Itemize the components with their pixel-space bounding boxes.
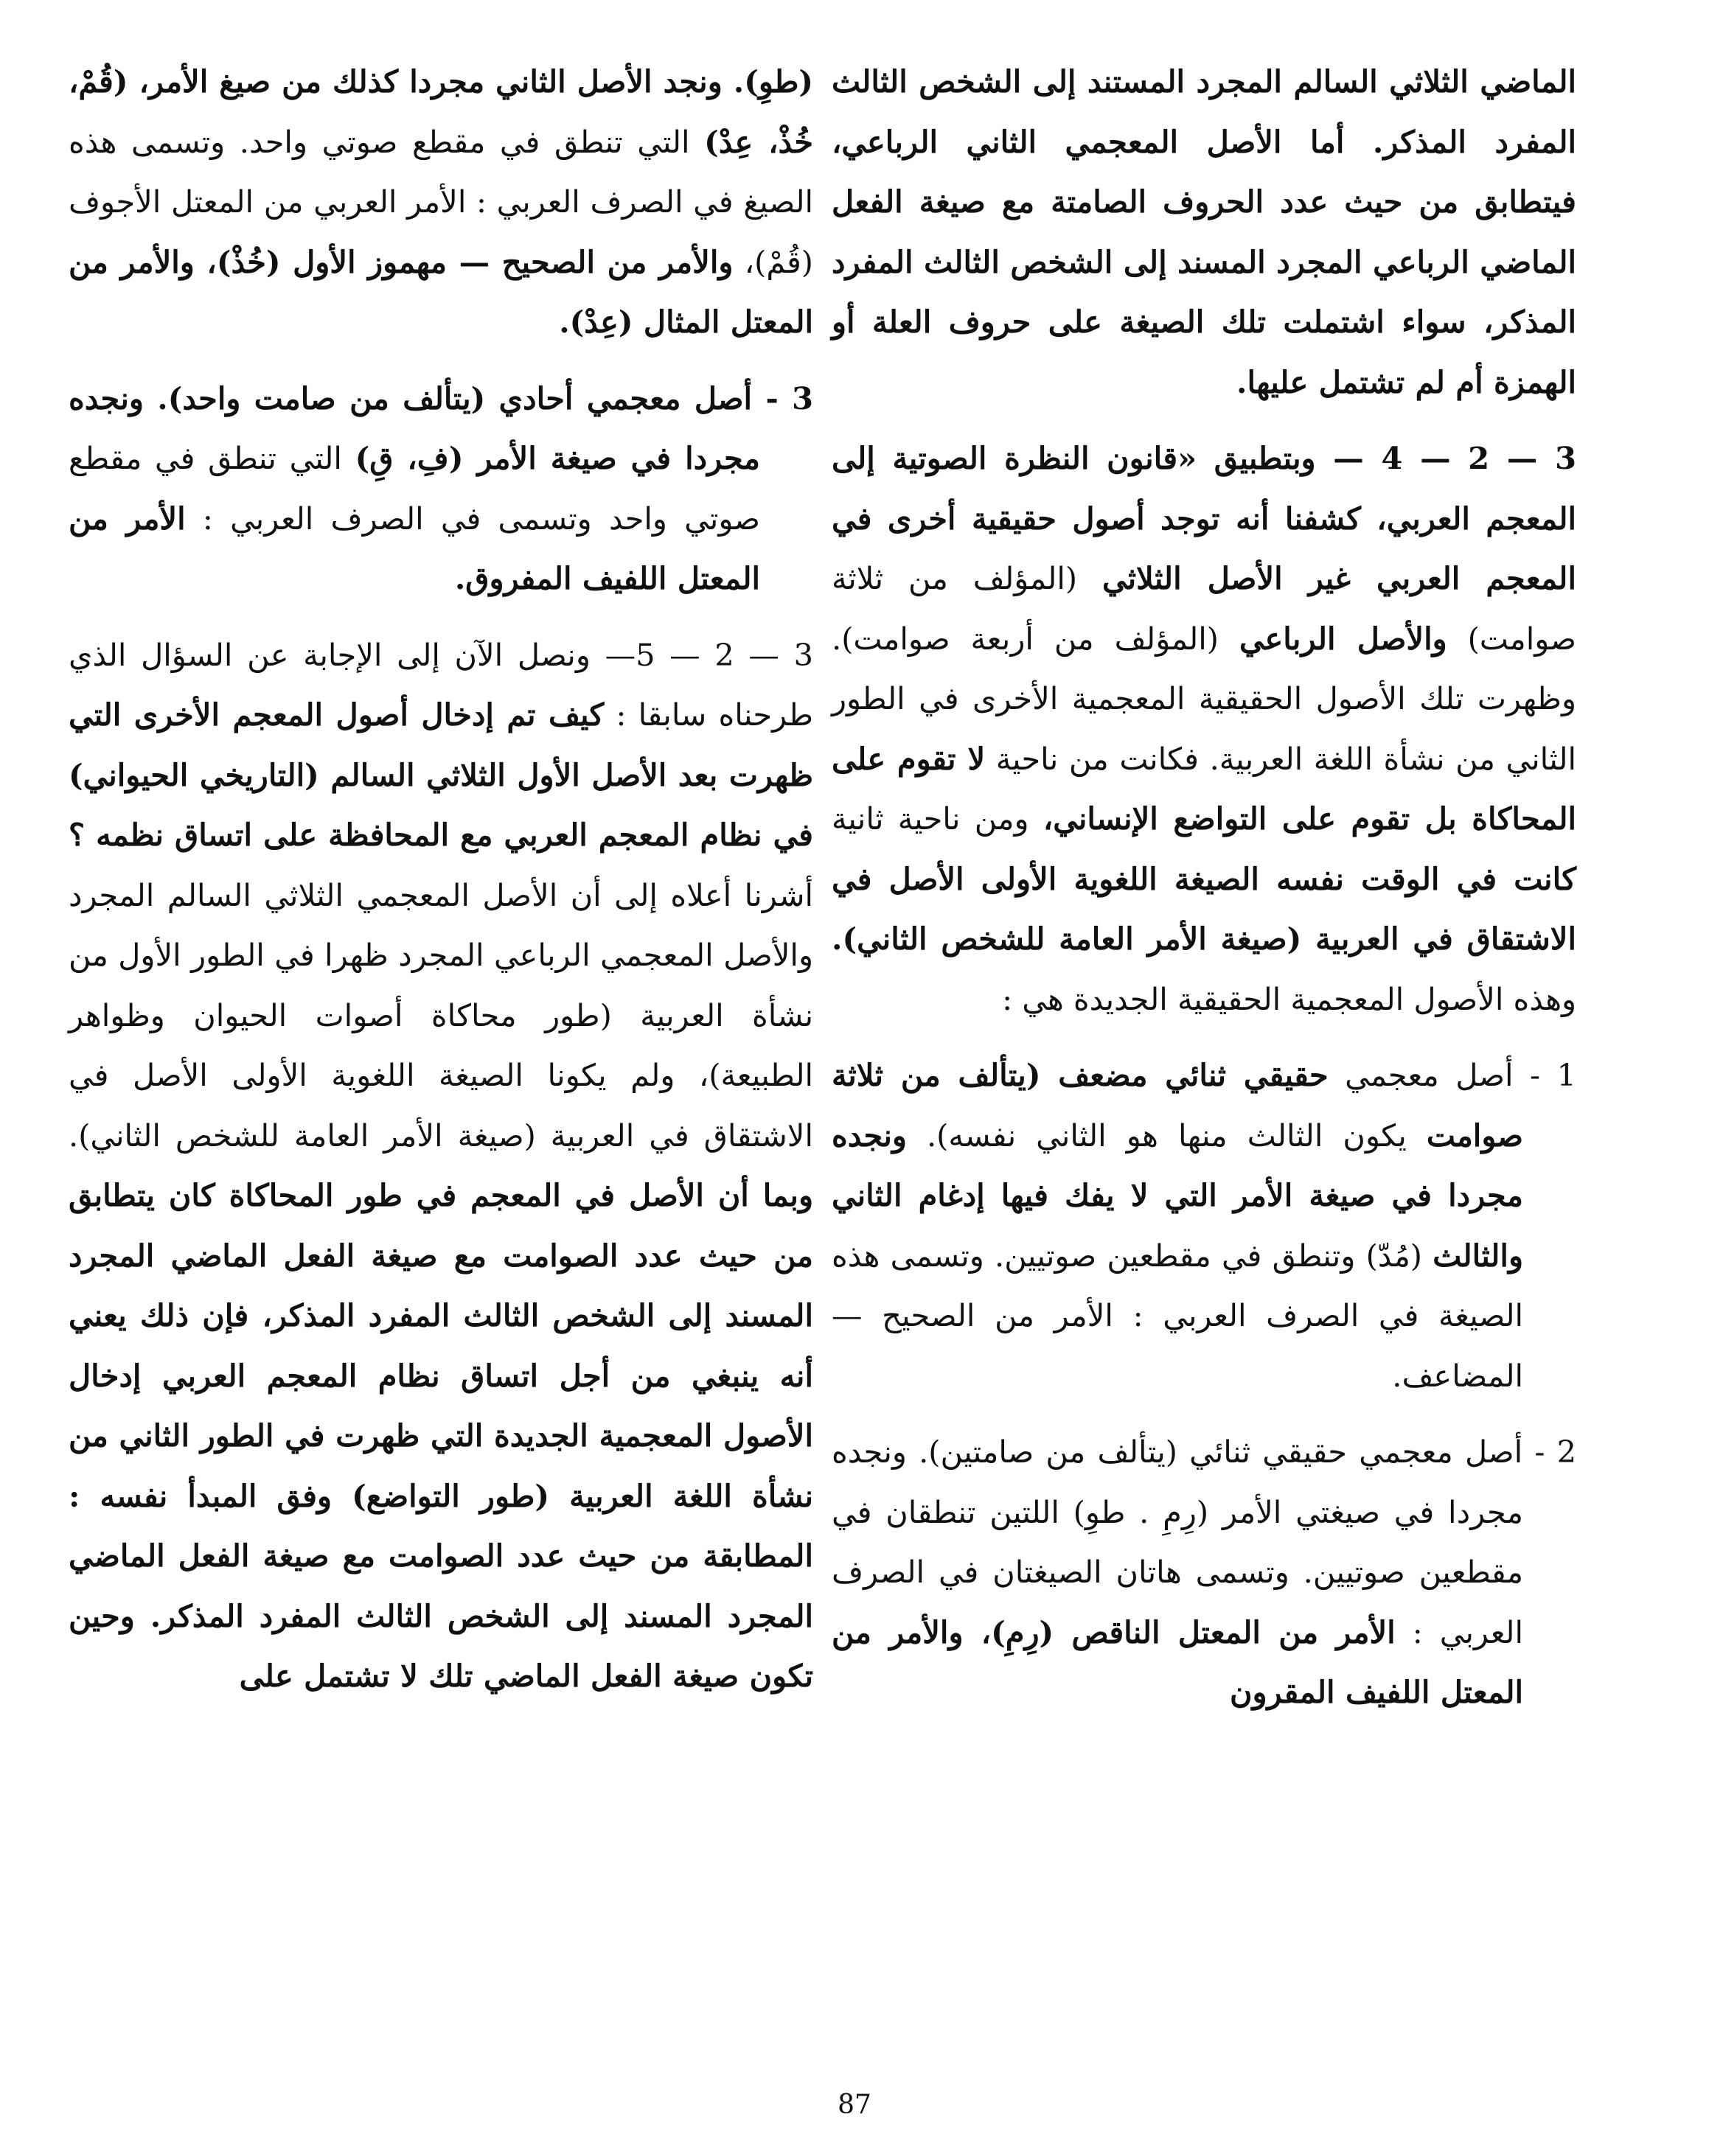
right-list-item-1: 1 - أصل معجمي حقيقي ثنائي مضعف (يتألف من ثلاثة صوامت يكون الثالث منها هو الثاني نفسه). ونجده مجردا في صيغة الأمر التي لا يفك فيها إدغام الثاني والثالث (مُدّ) وتنطق في مقطعين صوتيين. وتسمى هذه الصيغة في الصرف العربي : الأمر من الصحيح — المضاعف. <box>832 1057 1576 1394</box>
left-paragraph-3: 3 — 2 — 5— ونصل الآن إلى الإجابة عن السؤال الذي طرحناه سابقا : كيف تم إدخال أصول المعجم الأخرى التي ظهرت بعد الأصل الأول الثلاثي السالم (التاريخي الحيواني) في نظام المعجم العربي مع المحافظة على اتساق نظمه ؟ أشرنا أعلاه إلى أن الأصل المعجمي الثلاثي السالم المجرد والأصل المعجمي الرباعي المجرد ظهرا في الطور الأول من نشأة العربية (طور محاكاة أصوات الحيوان وظواهر الطبيعة)، ولم يكونا الصيغة اللغوية الأولى الأصل في الاشتقاق في العربية (صيغة الأمر العامة للشخص الثاني). وبما أن الأصل في المعجم في طور المحاكاة كان يتطابق من حيث عدد الصوامت مع صيغة الفعل الماضي المجرد المسند إلى الشخص الثالث المفرد المذكر، فإن ذلك يعني أنه ينبغي من أجل اتساق نظام المعجم العربي إدخال الأصول المعجمية الجديدة التي ظهرت في الطور الثاني من نشأة اللغة العربية (طور التواضع) وفق المبدأ نفسه : المطابقة من حيث عدد الصوامت مع صيغة الفعل الماضي المجرد المسند إلى الشخص الثالث المفرد المذكر. وحين تكون صيغة الفعل الماضي تلك لا تشتمل على <box>69 636 814 1694</box>
left-column <box>69 52 813 1723</box>
left-list-item-3: 3 - أصل معجمي أحادي (يتألف من صامت واحد). ونجده مجردا في صيغة الأمر (فِ، قِ) التي تنطق في مقطع صوتي واحد وتسمى في الصرف العربي : الأمر من المعتل اللفيف المفروق. <box>69 380 813 596</box>
page-number: 87 <box>838 2090 871 2120</box>
right-paragraph-2: 3 — 2 — 4 — وبتطبيق «قانون النظرة الصوتية إلى المعجم العربي، كشفنا أنه توجد أصول حقيقية أخرى في المعجم العربي غير الأصل الثلاثي (المؤلف من ثلاثة صوامت) والأصل الرباعي (المؤلف من أربعة صوامت). وظهرت تلك الأصول الحقيقية المعجمية الأخرى في الطور الثاني من نشأة اللغة العربية. فكانت من ناحية لا تقوم على المحاكاة بل تقوم على التواضع الإنساني، ومن ناحية ثانية كانت في الوقت نفسه الصيغة اللغوية الأولى الأصل في الاشتقاق في العربية (صيغة الأمر العامة للشخص الثاني). وهذه الأصول المعجمية الحقيقية الجديدة هي : <box>832 440 1576 1017</box>
left-paragraph-1: (طوِ). ونجد الأصل الثاني مجردا كذلك من صيغ الأمر، (قُمْ، خُذْ، عِدْ) التي تنطق في مقطع صوتي واحد. وتسمى هذه الصيغ في الصرف العربي : الأمر العربي من المعتل الأجوف (قُمْ)، والأمر من الصحيح — مهموز الأول (خُذْ)، والأمر من المعتل المثال (عِدْ). <box>69 63 813 340</box>
right-list-item-2: 2 - أصل معجمي حقيقي ثنائي (يتألف من صامتين). ونجده مجردا في صيغتي الأمر (رِمِ . طوِ) اللتين تنطقان في مقطعين صوتيين. وتسمى هاتان الصيغتان في الصرف العربي : الأمر من المعتل الناقص (رِمِ)، والأمر من المعتل اللفيف المقرون <box>832 1434 1576 1710</box>
right-column <box>832 52 1576 1739</box>
right-paragraph-1: الماضي الثلاثي السالم المجرد المستند إلى الشخص الثالث المفرد المذكر. أما الأصل المعجمي الثاني الرباعي، فيتطابق من حيث عدد الحروف الصامتة مع صيغة الفعل الماضي الرباعي المجرد المسند إلى الشخص الثالث المفرد المذكر، سواء اشتملت تلك الصيغة على حروف العلة أو الهمزة أم لم تشتمل عليها. <box>832 63 1576 400</box>
